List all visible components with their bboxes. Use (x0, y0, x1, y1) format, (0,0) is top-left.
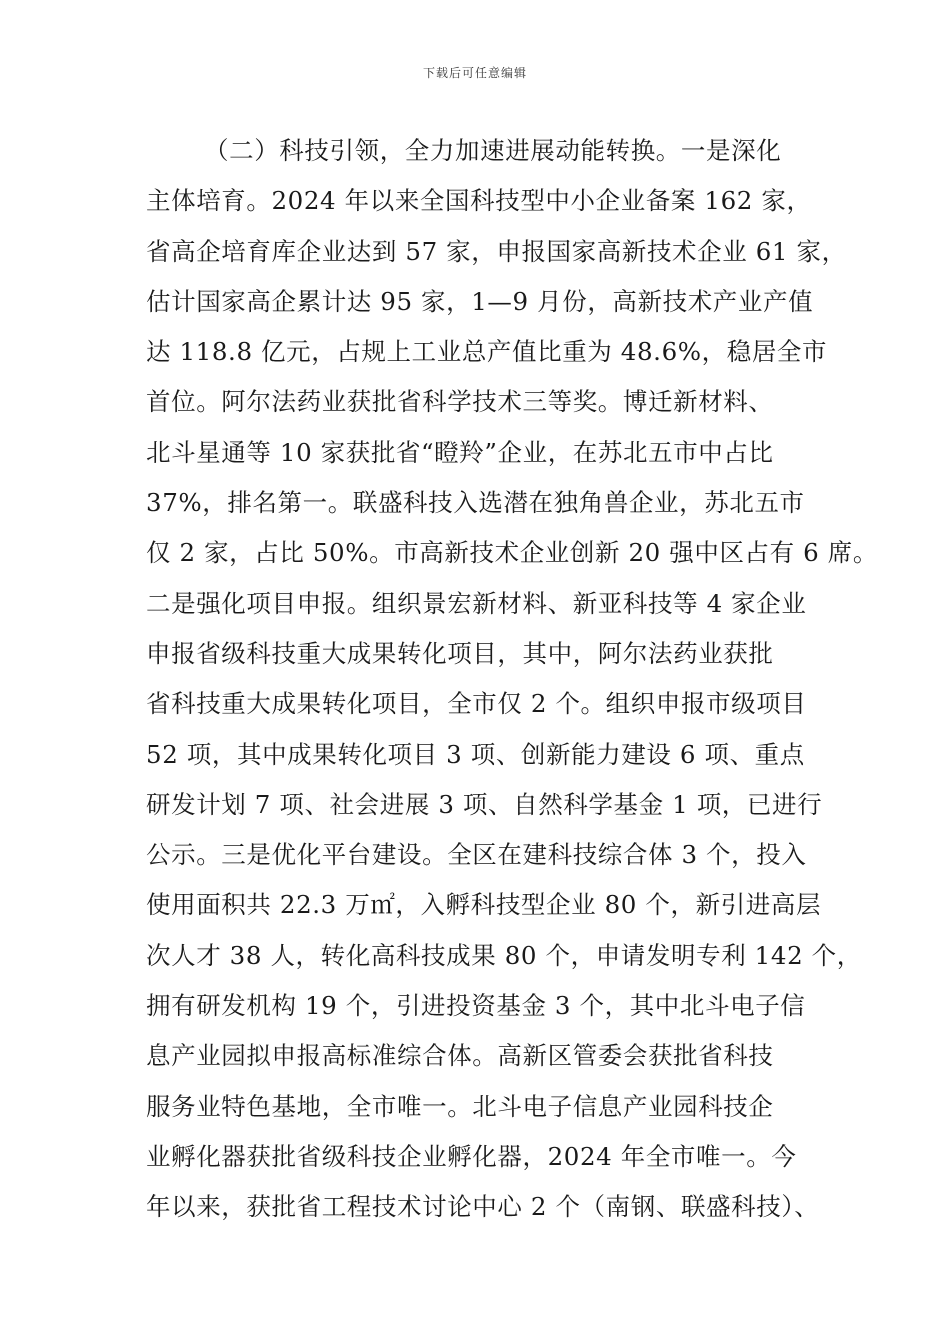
paragraph-line: 公示。三是优化平台建设。全区在建科技综合体 3 个，投入 (146, 840, 807, 870)
paragraph-line: 主体培育。2024 年以来全国科技型中小企业备案 162 家， (146, 186, 812, 216)
paragraph-line: 服务业特色基地，全市唯一。北斗电子信息产业园科技企 (146, 1091, 774, 1121)
paragraph-line: 二是强化项目申报。组织景宏新材料、新亚科技等 4 家企业 (146, 588, 807, 618)
paragraph-line: 次人才 38 人，转化高科技成果 80 个，申请发明专利 142 个， (146, 940, 862, 970)
paragraph-line: 拥有研发机构 19 个，引进投资基金 3 个，其中北斗电子信 (146, 991, 806, 1021)
paragraph-line: 年以来，获批省工程技术讨论中心 2 个（南钢、联盛科技）、 (146, 1192, 820, 1222)
paragraph-line: 研发计划 7 项、社会进展 3 项、自然科学基金 1 项，已进行 (146, 789, 823, 819)
paragraph-line: 使用面积共 22.3 万㎡，入孵科技型企业 80 个，新引进高层 (146, 890, 822, 920)
body-paragraph (146, 126, 878, 1233)
paragraph-line: 息产业园拟申报高标准综合体。高新区管委会获批省科技 (146, 1041, 774, 1071)
paragraph-line: 北斗星通等 10 家获批省“瞪羚”企业，在苏北五市中占比 (146, 437, 774, 467)
paragraph-line: （二）科技引领，全力加速进展动能转换。一是深化 (204, 136, 782, 165)
paragraph-line: 省科技重大成果转化项目，全市仅 2 个。组织申报市级项目 (146, 689, 807, 719)
paragraph-line: 52 项，其中成果转化项目 3 项、创新能力建设 6 项、重点 (146, 739, 805, 769)
paragraph-line: 估计国家高企累计达 95 家，1—9 月份，高新技术产业产值 (146, 286, 814, 316)
paragraph-line: 首位。阿尔法药业获批省科学技术三等奖。博迁新材料、 (146, 387, 774, 417)
paragraph-line: 仅 2 家，占比 50%。市高新技术企业创新 20 强中区占有 6 席。 (146, 538, 878, 568)
paragraph-line: 37%，排名第一。联盛科技入选潜在独角兽企业，苏北五市 (146, 488, 805, 518)
page-header: 下载后可任意编辑 (422, 66, 527, 80)
paragraph-line: 省高企培育库企业达到 57 家，申报国家高新技术企业 61 家， (146, 236, 847, 266)
paragraph-line: 业孵化器获批省级科技企业孵化器，2024 年全市唯一。今 (146, 1141, 797, 1171)
paragraph-line: 申报省级科技重大成果转化项目，其中，阿尔法药业获批 (146, 638, 774, 668)
paragraph-line: 达 118.8 亿元，占规上工业总产值比重为 48.6%，稳居全市 (146, 337, 828, 367)
